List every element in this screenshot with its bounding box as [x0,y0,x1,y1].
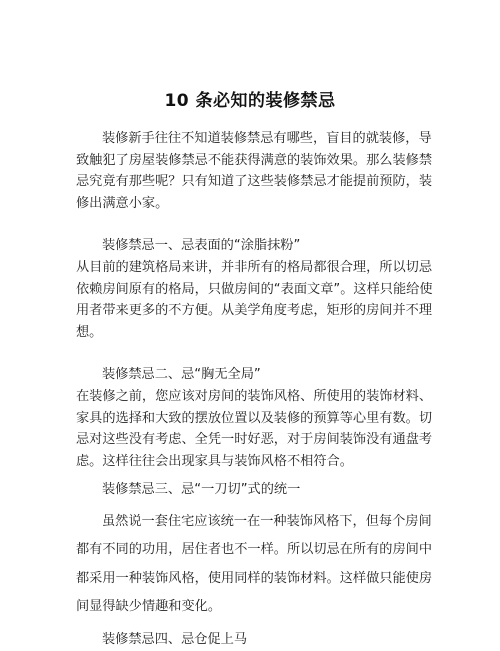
section-body-1: 从目前的建筑格局来讲，并非所有的格局都很合理，所以切忌依赖房间原有的格局，只做房间的“表面文章”。这样只能给使用者带来更多的不方便。从美学角度考虑，矩形的房间并不理想。 [76,259,433,340]
page-title: 10 条必知的装修禁忌 [164,91,336,111]
section-body-2: 在装修之前，您应该对房间的装饰风格、所使用的装饰材料、家具的选择和大致的摆放位置以及装修的预算等心里有数。切忌对这些没有考虑、全凭一时好恶，对于房间装饰没有通盘考虑。这样往往会出现家具与装饰风格不相符合。 [76,388,433,469]
section-heading-1: 装修禁忌一、忌表面的“涂脂抹粉” [102,238,301,254]
article-body [76,128,438,651]
section-heading-2: 装修禁忌二、忌“胸无全局” [102,367,261,383]
section-heading-4: 装修禁忌四、忌仓促上马 [102,631,248,647]
section-heading-3: 装修禁忌三、忌“一刀切”式的统一 [102,482,301,498]
intro-paragraph: 装修新手往往不知道装修禁忌有哪些，盲目的就装修，导致触犯了房屋装修禁忌不能获得满意的装饰效果。那么装修禁忌究竟有那些呢？只有知道了这些装修禁忌才能提前预防，装修出满意小家。 [76,131,433,211]
section-body-3: 虽然说一套住宅应该统一在一种装饰风格下，但每个房间都有不同的功用，居住者也不一样。所以切忌在所有的房间中都采用一种装饰风格，使用同样的装饰材料。这样做只能使房间显得缺少情趣和变化。 [76,513,433,615]
